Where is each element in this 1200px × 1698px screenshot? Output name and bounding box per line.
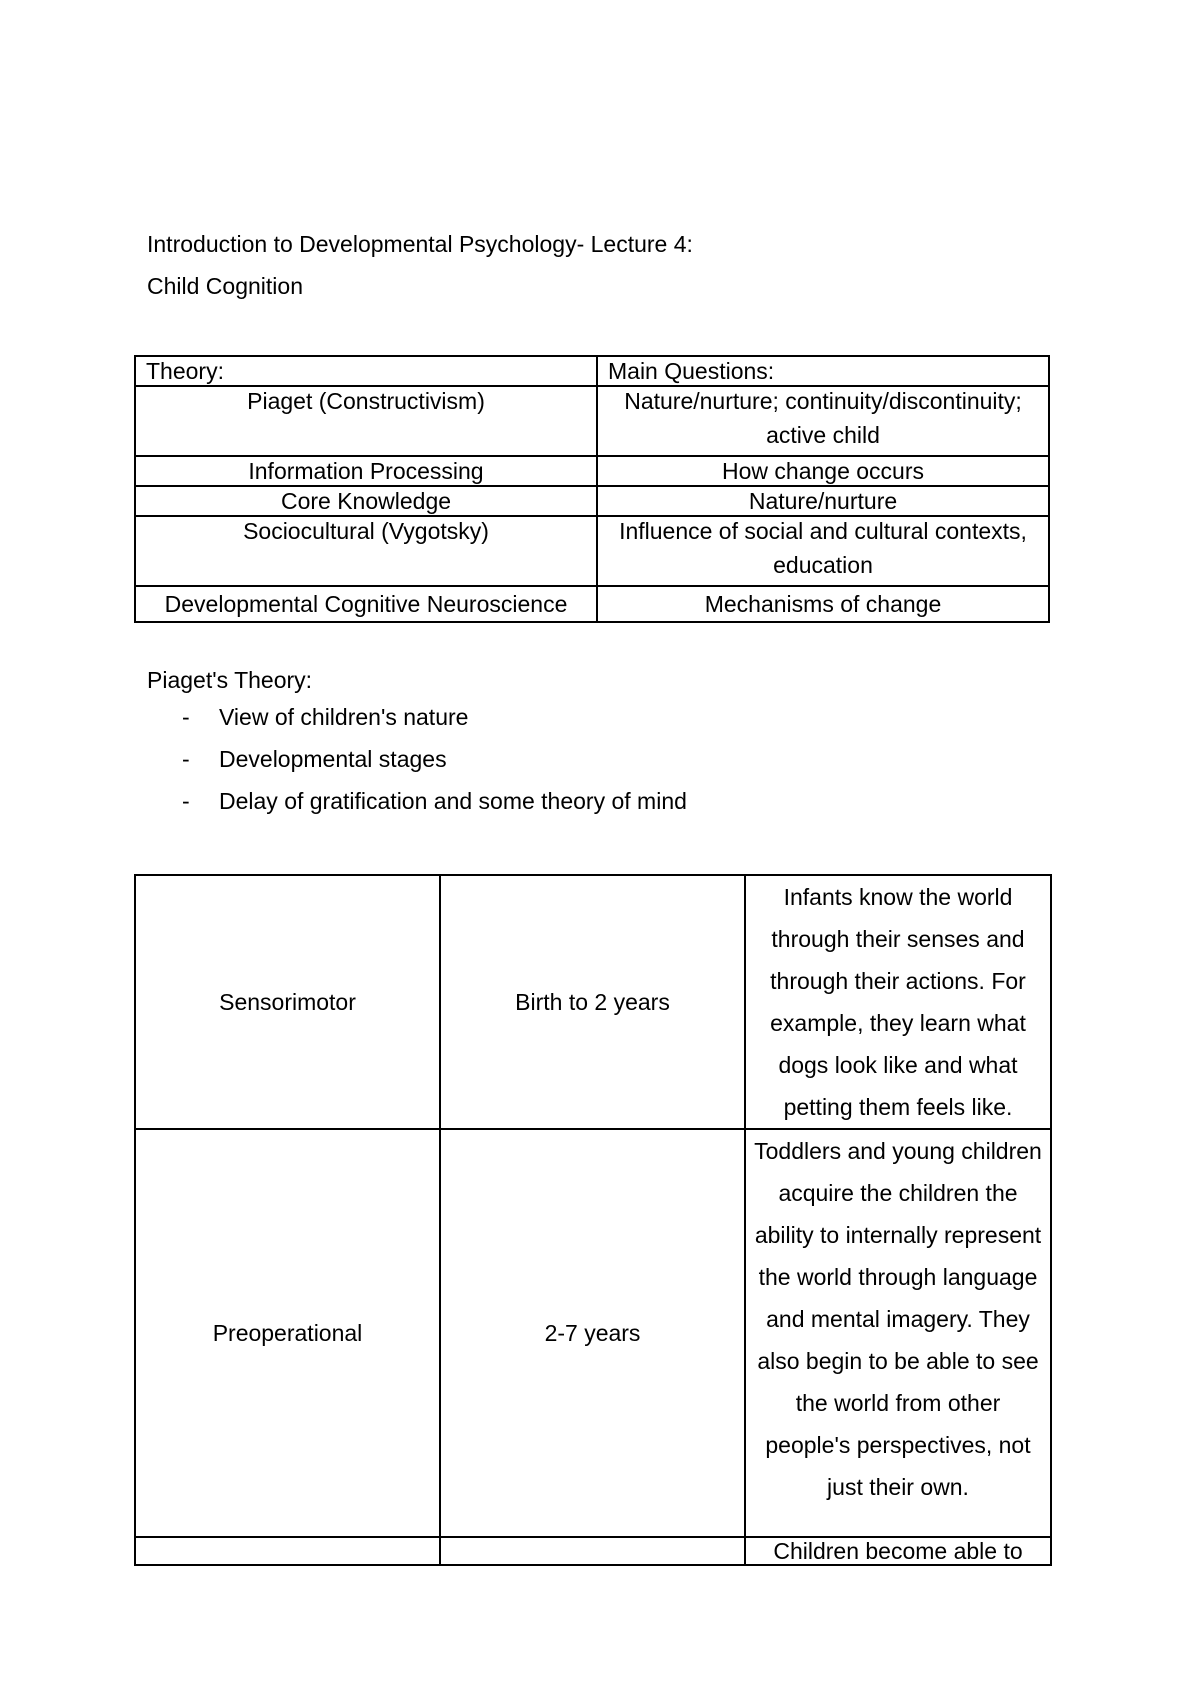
table-row [135,1129,1051,1537]
list-item [182,787,687,829]
piaget-section-title: Piaget's Theory: [147,667,313,693]
stage-description-cell: Toddlers and young children acquire the children the ability to internally represent the world through language and mental imagery. They also begin to be able to see the world from other people's perspectives, not just their own. [745,1129,1051,1537]
questions-cell: How change occurs [597,456,1049,486]
bullet-dash: - [182,746,190,772]
theory-header: Theory: [135,356,597,386]
bullet-dash: - [182,704,190,730]
piaget-bullet-list [182,703,687,829]
table-row [135,456,1049,486]
bullet-text: Developmental stages [219,746,447,772]
bullet-dash: - [182,788,190,814]
developmental-stages-table [134,874,1052,1566]
questions-cell: Nature/nurture [597,486,1049,516]
table-row [135,386,1049,456]
table-row [135,516,1049,586]
table-row [135,486,1049,516]
questions-cell: Mechanisms of change [597,586,1049,622]
lecture-title: Introduction to Developmental Psychology- Lecture 4: [147,231,693,257]
stage-description-cell: Children become able to [745,1537,1051,1565]
theory-cell: Information Processing [135,456,597,486]
questions-line: active child [766,422,880,448]
theory-cell: Developmental Cognitive Neuroscience [135,586,597,622]
theory-cell: Sociocultural (Vygotsky) [135,516,597,586]
questions-cell [597,386,1049,456]
questions-line: education [773,552,873,578]
stage-age-cell [440,1537,745,1565]
theory-cell: Core Knowledge [135,486,597,516]
stage-description-cell: Infants know the world through their senses and through their actions. For example, they learn what dogs look like and what petting them feels like. [745,875,1051,1129]
stage-name-cell: Preoperational [135,1129,440,1537]
list-item [182,703,687,745]
stage-age-cell: Birth to 2 years [440,875,745,1129]
list-item [182,745,687,787]
table-row [135,875,1051,1129]
questions-cell [597,516,1049,586]
theory-cell: Piaget (Constructivism) [135,386,597,456]
lecture-subtitle: Child Cognition [147,273,303,299]
questions-line: Influence of social and cultural contexts, [619,518,1027,544]
stage-name-cell: Sensorimotor [135,875,440,1129]
main-questions-header: Main Questions: [597,356,1049,386]
table-row [135,586,1049,622]
stage-age-cell: 2-7 years [440,1129,745,1537]
stage-name-cell [135,1537,440,1565]
table-header-row [135,356,1049,386]
bullet-text: Delay of gratification and some theory of mind [219,788,687,814]
theory-table [134,355,1050,623]
bullet-text: View of children's nature [219,704,469,730]
table-row [135,1537,1051,1565]
questions-line: Nature/nurture; continuity/discontinuity; [624,388,1022,414]
